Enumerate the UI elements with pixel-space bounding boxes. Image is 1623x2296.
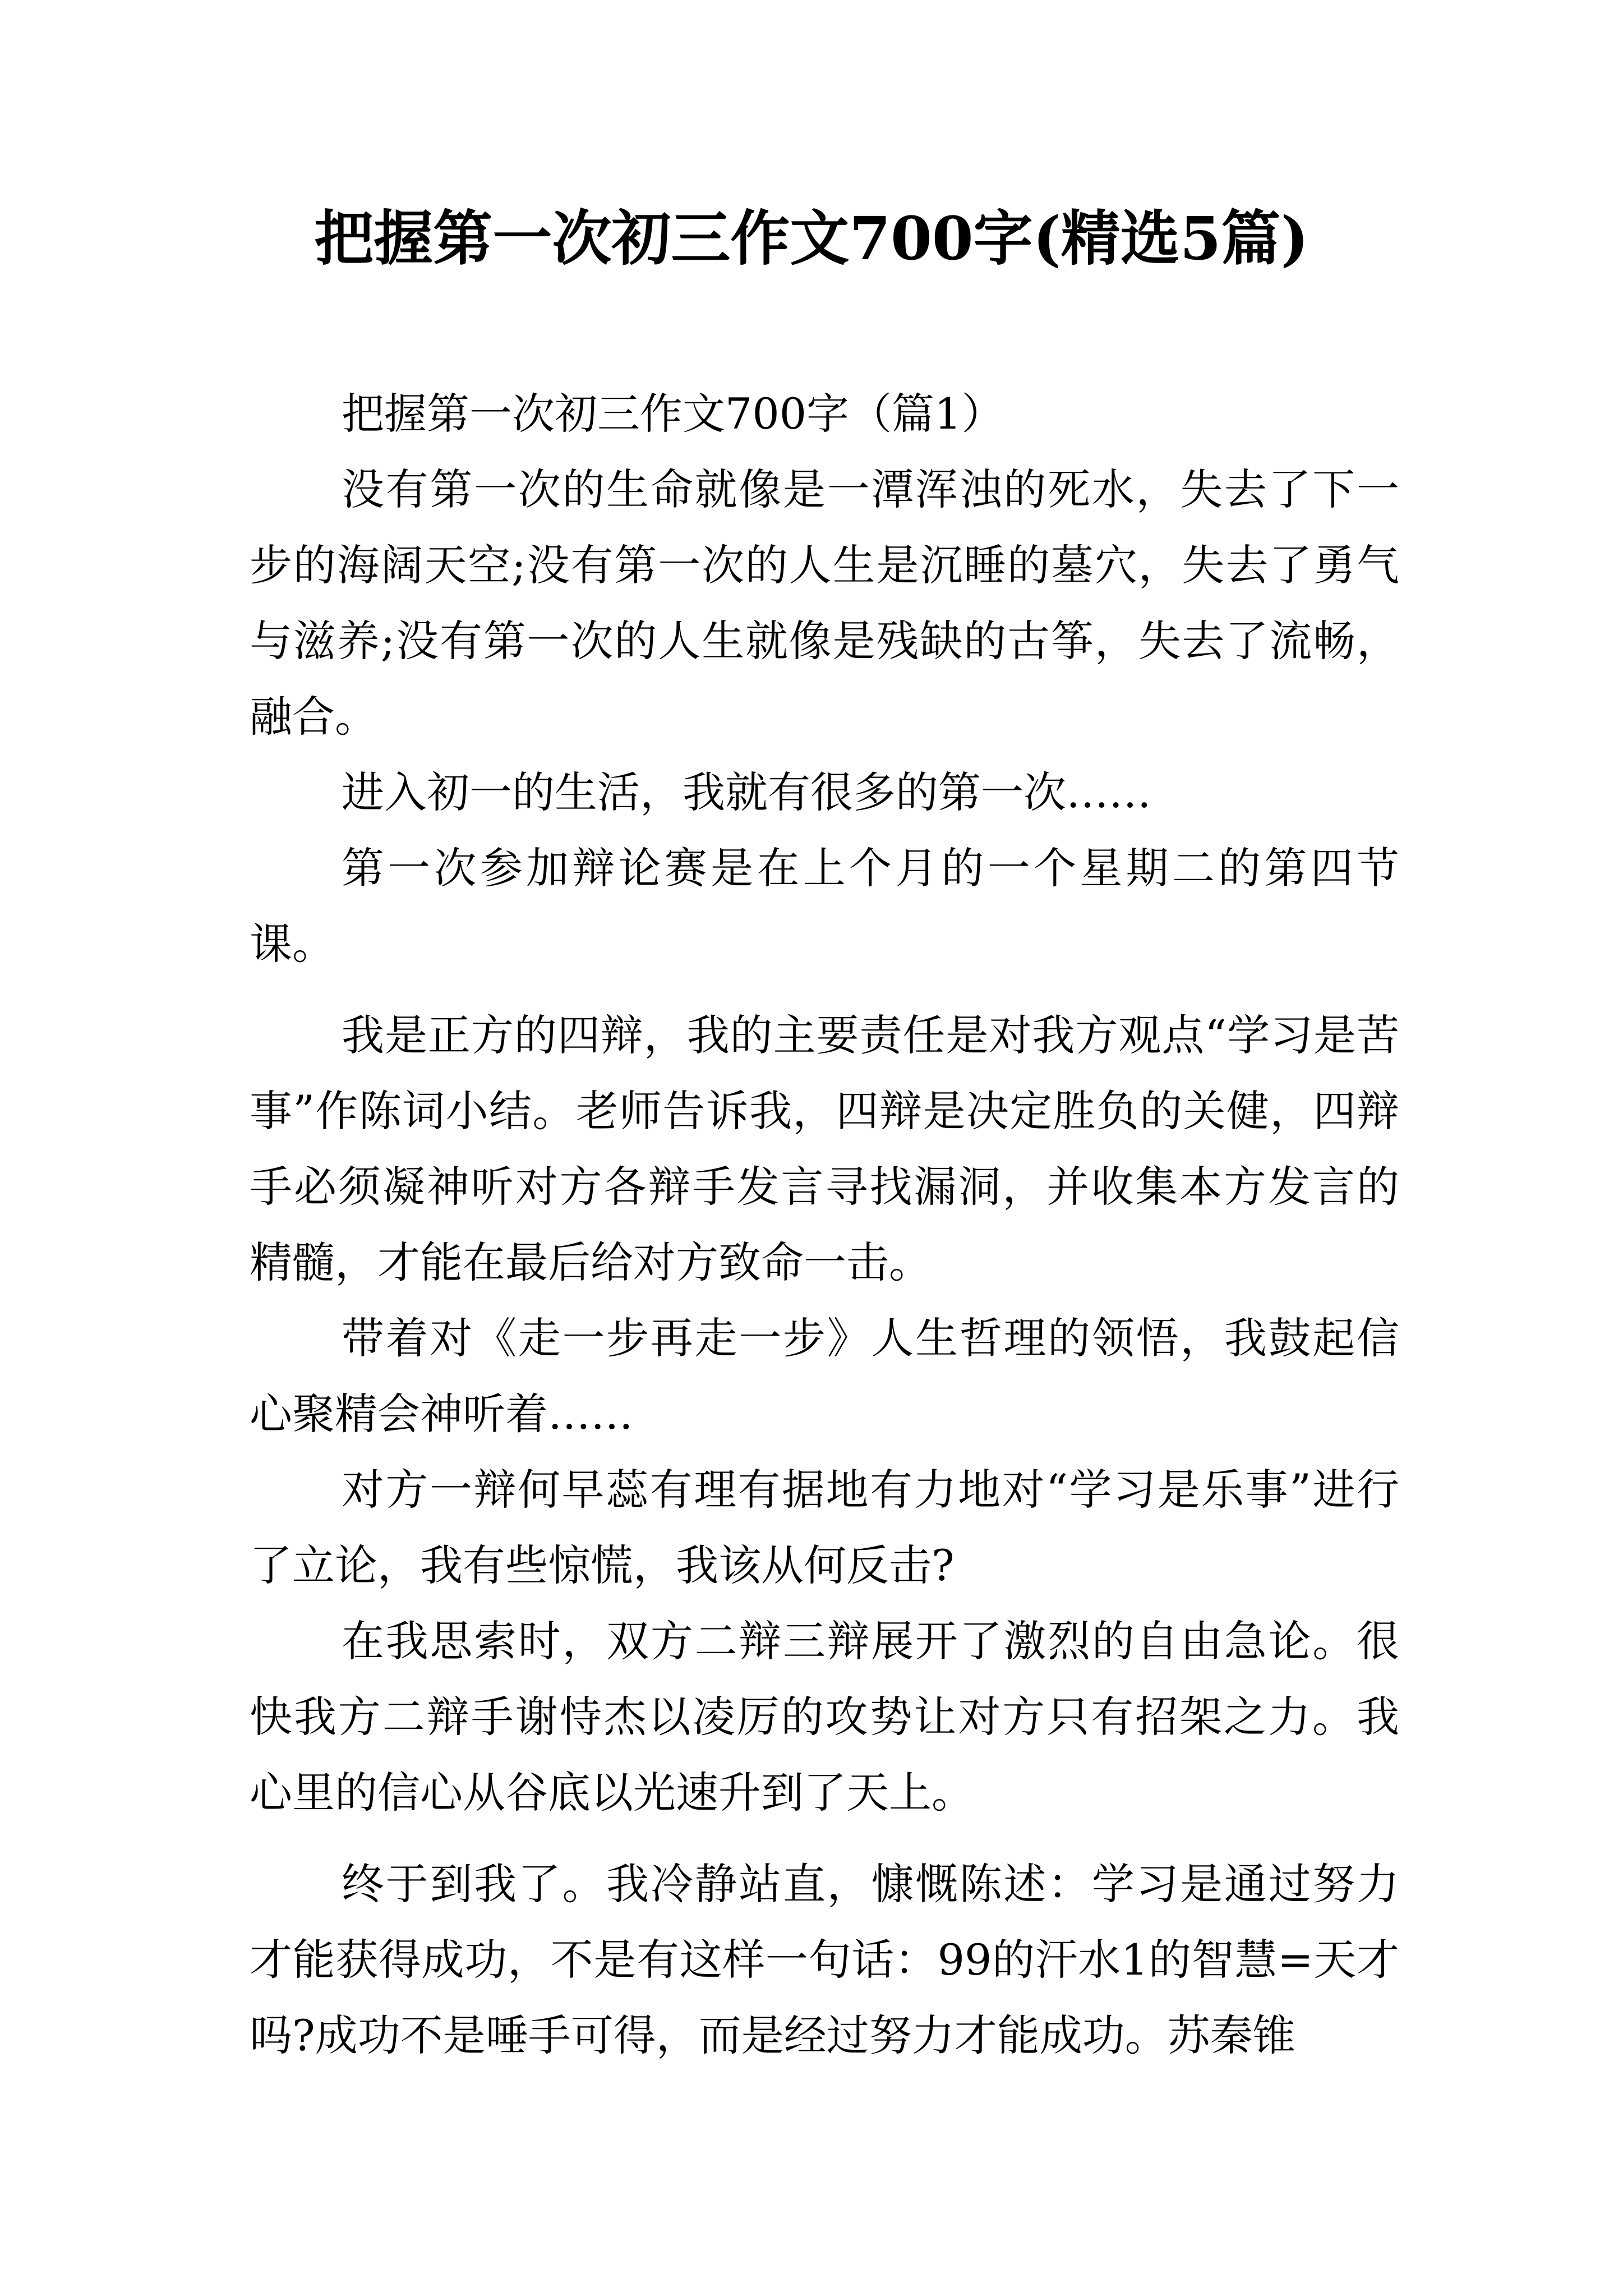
paragraph-4: 我是正方的四辩，我的主要责任是对我方观点“学习是苦事”作陈词小结。老师告诉我，四辩是决定胜负的关健，四辩手必须凝神听对方各辩手发言寻找漏洞，并收集本方发言的精髓，才能在最后给对方致命一击。 [250, 1010, 1399, 1287]
document-title: 把握第一次初三作文700字(精选5篇) [314, 203, 1309, 273]
paragraph-6: 对方一辩何早蕊有理有据地有力地对“学习是乐事”进行了立论，我有些惊慌，我该从何反击? [250, 1465, 1399, 1590]
paragraph-2: 进入初一的生活，我就有很多的第一次…… [342, 767, 1151, 817]
paragraph-8: 终于到我了。我冷静站直，慷慨陈述：学习是通过努力才能获得成功，不是有这样一句话：99的汗水1的智慧=天才吗?成功不是唾手可得，而是经过努力才能成功。苏秦锥 [250, 1859, 1399, 2060]
paragraph-5: 带着对《走一步再走一步》人生哲理的领悟，我鼓起信心聚精会神听着…… [250, 1313, 1399, 1439]
paragraph-1: 没有第一次的生命就像是一潭浑浊的死水，失去了下一步的海阔天空;没有第一次的人生是沉睡的墓穴，失去了勇气与滋养;没有第一次的人生就像是残缺的古筝，失去了流畅，融合。 [250, 464, 1399, 742]
paragraph-7: 在我思索时，双方二辩三辩展开了激烈的自由急论。很快我方二辩手谢恃杰以凌厉的攻势让对方只有招架之力。我心里的信心从谷底以光速升到了天上。 [250, 1616, 1399, 1818]
document-body [250, 376, 1399, 2073]
section-heading-1: 把握第一次初三作文700字（篇1） [342, 389, 1004, 439]
paragraph-3: 第一次参加辩论赛是在上个月的一个星期二的第四节课。 [250, 843, 1399, 969]
